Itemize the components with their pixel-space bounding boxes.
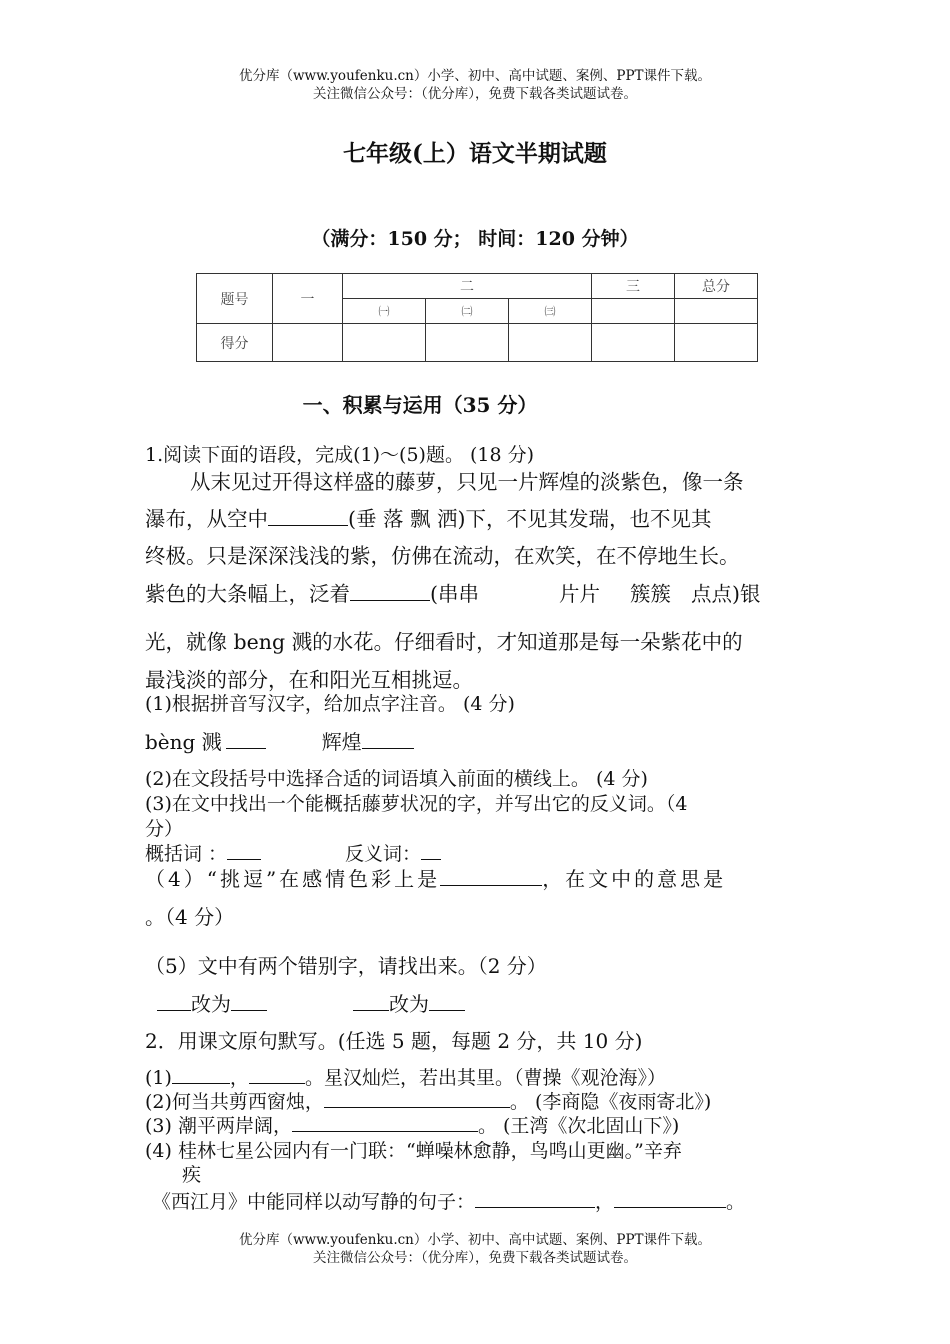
- q1-sub-4-line-2: 。（4 分）: [145, 905, 235, 929]
- q1-blank-1[interactable]: [268, 507, 348, 526]
- q1-sub-5-gai: 改为: [389, 992, 429, 1016]
- section-1-title: 一、积累与运用（35 分）: [302, 393, 538, 417]
- q1-sub-2: (2)在文段括号中选择合适的词语填入前面的横线上。 (4 分): [145, 768, 648, 790]
- q2-item-4-text: 《西江月》中能同样以动写静的句子：: [152, 1191, 476, 1213]
- q2-item-2-text: (2)何当共剪西窗烛，: [145, 1091, 324, 1113]
- score-cell-blank: [592, 299, 675, 324]
- q2-item-4-line-1: (4) 桂林七星公园内有一门联：“蝉噪林愈静，鸟鸣山更幽。”辛弃: [145, 1140, 682, 1162]
- q1-blank-2[interactable]: [350, 582, 430, 601]
- q1-sub-4-line-1: [145, 863, 807, 892]
- q2-item-1-blank-2[interactable]: [249, 1065, 305, 1084]
- q1-stem: 1.阅读下面的语段，完成(1)～(5)题。 (18 分): [145, 444, 535, 466]
- score-cell-blank: [675, 299, 758, 324]
- q2-item-3-text: (3) 潮平两岸阔，: [145, 1115, 292, 1137]
- col-section-2-sub-2: ㈡: [426, 299, 509, 324]
- q1-sub-5-blank-3[interactable]: [353, 992, 389, 1011]
- q1-sub-1-item: 辉煌: [321, 730, 362, 754]
- q1-sub-4-blank[interactable]: [440, 867, 542, 886]
- page-header-line-1: 优分库（www.youfenku.cn）小学、初中、高中试题、案例、PPT课件下载。: [238, 68, 712, 84]
- q2-item-1-text: 。星汉灿烂，若出其里。（曹操《观沧海》）: [304, 1067, 666, 1089]
- q1-sub-1: (1)根据拼音写汉字，给加点字注音。 (4 分): [145, 693, 515, 715]
- q2-item-3-blank[interactable]: [292, 1113, 478, 1132]
- q1-sub-5-answers: [145, 988, 807, 1017]
- q1-passage-text: 紫色的大条幅上，泛着: [145, 582, 350, 606]
- page-header-line-2: 关注微信公众号：（优分库），免费下载各类试题试卷。: [313, 86, 637, 102]
- q2-item-4-end: 。: [726, 1191, 746, 1213]
- q1-sub-5-blank-2[interactable]: [231, 992, 267, 1011]
- col-section-1: 一: [273, 274, 343, 324]
- score-cell[interactable]: [675, 324, 758, 362]
- q1-sub-4-text: （4）“挑逗”在感情色彩上是: [145, 867, 441, 891]
- q1-sub-3-blank-1[interactable]: [227, 841, 261, 860]
- q1-sub-4-text: ，在文中的意思是: [542, 867, 727, 891]
- q1-passage-text: 片片: [559, 582, 600, 606]
- score-cell[interactable]: [592, 324, 675, 362]
- score-cell[interactable]: [273, 324, 343, 362]
- q2-item-4-sep: ，: [595, 1191, 615, 1213]
- q1-sub-3-line-2: 分）: [145, 818, 184, 840]
- q1-passage-line-1: 从末见过开得这样盛的藤萝，只见一片辉煌的淡紫色，像一条: [190, 470, 744, 494]
- q1-sub-5-blank-1[interactable]: [157, 992, 191, 1011]
- q1-sub-5-blank-4[interactable]: [429, 992, 465, 1011]
- exam-title: 七年级(上）语文半期试题: [343, 140, 607, 167]
- col-section-2-sub-3: ㈢: [509, 299, 592, 324]
- score-cell[interactable]: [426, 324, 509, 362]
- q2-item-3: [145, 1111, 807, 1138]
- col-section-2-sub-1: ㈠: [343, 299, 426, 324]
- q2-stem: 2．用课文原句默写。(任选 5 题，每题 2 分，共 10 分): [145, 1029, 643, 1053]
- q2-item-4-line-2: 疾: [182, 1164, 202, 1186]
- col-section-3: 三: [592, 274, 675, 299]
- page-footer-line-2: 关注微信公众号：（优分库），免费下载各类试题试卷。: [313, 1250, 637, 1266]
- exam-subtitle: （满分：150 分； 时间：120 分钟）: [311, 228, 639, 250]
- q2-item-1-sep: ，: [229, 1067, 249, 1089]
- q1-sub-3-line-1: (3)在文中找出一个能概括藤萝状况的字，并写出它的反义词。（4: [145, 793, 688, 815]
- q1-passage-line-4: [145, 577, 807, 607]
- q2-item-2-text: 。 (李商隐《夜雨寄北》): [509, 1091, 712, 1113]
- q1-sub-5: （5）文中有两个错别字，请找出来。（2 分）: [145, 954, 547, 978]
- row-label-question-no: 题号: [197, 274, 273, 324]
- q1-sub-3-blank-2[interactable]: [421, 841, 441, 860]
- col-total: 总分: [675, 274, 758, 299]
- q2-item-1: [145, 1063, 807, 1090]
- q1-sub-3-label: 概括词 ：: [145, 843, 228, 865]
- q1-sub-1-blank-1[interactable]: [226, 730, 266, 749]
- q1-passage-line-2: [145, 502, 807, 532]
- page-footer-line-1: 优分库（www.youfenku.cn）小学、初中、高中试题、案例、PPT课件下载。: [238, 1232, 712, 1248]
- q1-sub-1-blank-2[interactable]: [362, 730, 414, 749]
- row-label-score: 得分: [197, 324, 273, 362]
- q1-passage-text: 簇簇: [630, 582, 671, 606]
- q1-passage-line-6: 最浅淡的部分，在和阳光互相挑逗。: [145, 668, 473, 692]
- q1-passage-line-3: 终极。只是深深浅浅的紫，仿佛在流动，在欢笑，在不停地生长。: [145, 544, 740, 568]
- q2-item-4-blank-2[interactable]: [614, 1189, 726, 1208]
- q1-passage-line-5: 光，就像 beng 溅的水花。仔细看时，才知道那是每一朵紫花中的: [145, 630, 743, 654]
- q2-item-1-blank-1[interactable]: [172, 1065, 230, 1084]
- q1-passage-text: 瀑布，从空中: [145, 507, 268, 531]
- q2-item-2: [145, 1087, 807, 1114]
- q1-passage-text: 点点)银: [691, 582, 761, 606]
- q1-passage-text: (串串: [430, 582, 479, 606]
- q1-sub-1-answers: [145, 726, 807, 755]
- score-cell[interactable]: [509, 324, 592, 362]
- q1-sub-5-gai: 改为: [191, 992, 231, 1016]
- score-cell[interactable]: [343, 324, 426, 362]
- q1-passage-text: (垂 落 飘 洒)下，不见其发瑞，也不见其: [348, 507, 712, 531]
- q2-item-4-line-3: [152, 1187, 814, 1214]
- q2-item-4-blank-1[interactable]: [475, 1189, 595, 1208]
- q1-sub-3-answers: [145, 839, 807, 866]
- q2-item-3-text: 。 (王湾《次北固山下》): [477, 1115, 680, 1137]
- q2-item-1-label: (1): [145, 1067, 172, 1089]
- score-table: [196, 273, 758, 362]
- q2-item-2-blank[interactable]: [324, 1089, 510, 1108]
- col-section-2: 二: [343, 274, 592, 299]
- q1-sub-1-item: bèng 溅: [145, 730, 222, 754]
- q1-sub-3-label: 反义词：: [345, 843, 422, 865]
